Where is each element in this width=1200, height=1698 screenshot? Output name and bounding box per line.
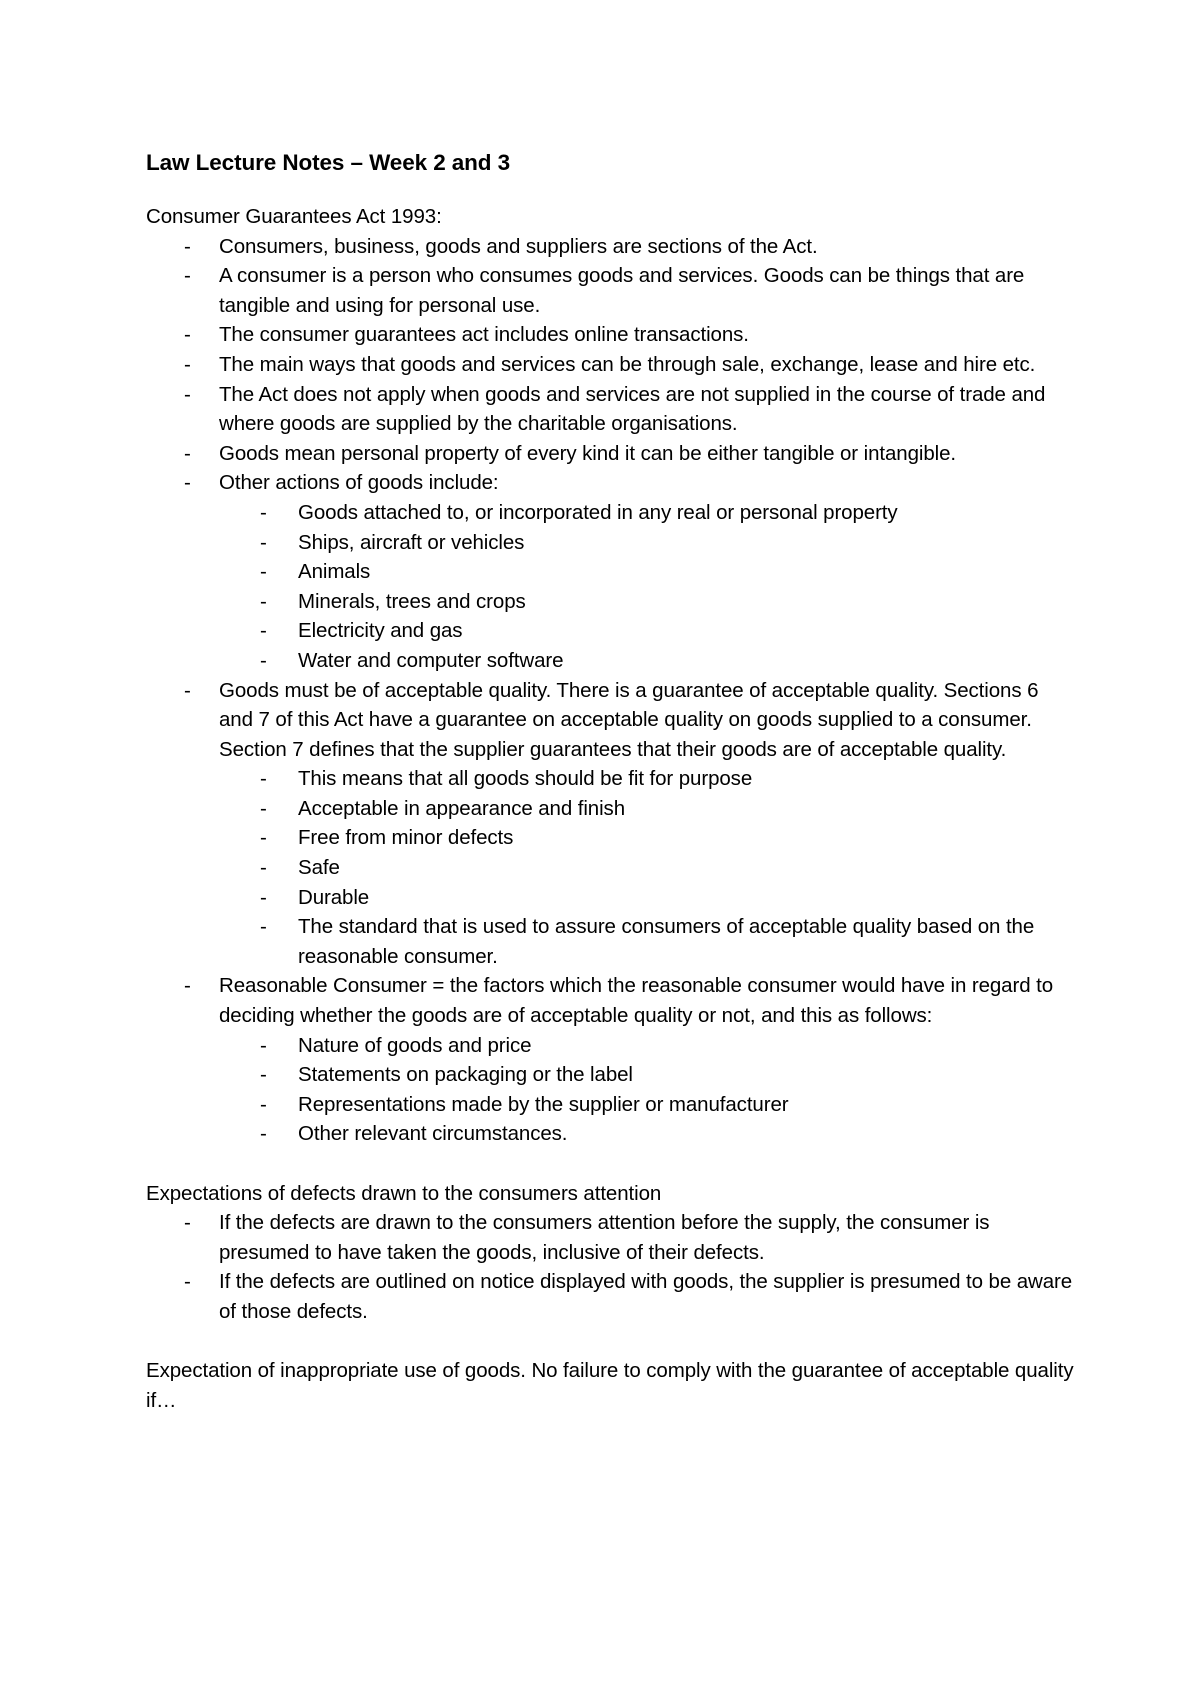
- list-item: - If the defects are drawn to the consumers attention before the supply, the consumer is presumed to have taken the goods, inclusive of their defects.: [146, 1208, 1076, 1267]
- sub-list-item: - Electricity and gas: [219, 616, 1076, 646]
- sub-list-item: - Minerals, trees and crops: [219, 587, 1076, 617]
- sub-list-item: - Other relevant circumstances.: [219, 1119, 1076, 1149]
- bullet-list: [146, 1208, 1076, 1326]
- sub-list-item: - Durable: [219, 883, 1076, 913]
- section-inappropriate-use: [146, 1356, 1076, 1415]
- paragraph-spacer: [146, 1327, 1076, 1357]
- sub-list-item: - This means that all goods should be fit for purpose: [219, 764, 1076, 794]
- list-item: - Consumers, business, goods and suppliers are sections of the Act.: [146, 232, 1076, 262]
- sub-list-item: - The standard that is used to assure consumers of acceptable quality based on the reasonable consumer.: [219, 912, 1076, 971]
- list-item: - A consumer is a person who consumes goods and services. Goods can be things that are tangible and using for personal use.: [146, 261, 1076, 320]
- sub-list-item: - Animals: [219, 557, 1076, 587]
- list-item: - The main ways that goods and services can be through sale, exchange, lease and hire etc.: [146, 350, 1076, 380]
- document-title: Law Lecture Notes – Week 2 and 3: [146, 150, 511, 175]
- sub-list-item: - Ships, aircraft or vehicles: [219, 528, 1076, 558]
- list-item: - Goods mean personal property of every kind it can be either tangible or intangible.: [146, 439, 1076, 469]
- paragraph-spacer: [146, 1149, 1076, 1179]
- sub-list-item: - Safe: [219, 853, 1076, 883]
- sub-list-item: - Free from minor defects: [219, 823, 1076, 853]
- list-item: - Reasonable Consumer = the factors which the reasonable consumer would have in regard to deciding whether the goods are of acceptable quality or not, and this as follows: - Nature of goods and price - Statements on packaging or the label - Representations made by the supplier or manufacturer - Other relevant circumstances.: [146, 971, 1076, 1149]
- sub-list-item: - Nature of goods and price: [219, 1031, 1076, 1061]
- list-item: - The Act does not apply when goods and services are not supplied in the course of trade and where goods are supplied by the charitable organisations.: [146, 380, 1076, 439]
- list-item: - Other actions of goods include: - Goods attached to, or incorporated in any real or personal property - Ships, aircraft or vehicles - Animals - Minerals, trees and crops - Electricity and gas - Water and computer software: [146, 468, 1076, 675]
- list-item: - The consumer guarantees act includes online transactions.: [146, 320, 1076, 350]
- bullet-list: [146, 232, 1076, 1149]
- sub-list-item: - Statements on packaging or the label: [219, 1060, 1076, 1090]
- sub-list-item: - Representations made by the supplier or manufacturer: [219, 1090, 1076, 1120]
- sub-bullet-list: [219, 764, 1076, 971]
- sub-bullet-list: [219, 498, 1076, 676]
- list-item: - If the defects are outlined on notice displayed with goods, the supplier is presumed to be aware of those defects.: [146, 1267, 1076, 1326]
- section-heading: Consumer Guarantees Act 1993:: [146, 205, 442, 228]
- section-consumer-guarantees-act: [146, 202, 1076, 1149]
- sub-list-item: - Goods attached to, or incorporated in any real or personal property: [219, 498, 1076, 528]
- sub-list-item: - Water and computer software: [219, 646, 1076, 676]
- sub-list-item: - Acceptable in appearance and finish: [219, 794, 1076, 824]
- section-expectations-of-defects: [146, 1179, 1076, 1327]
- list-item: - Goods must be of acceptable quality. There is a guarantee of acceptable quality. Sections 6 and 7 of this Act have a guarantee on acceptable quality on goods supplied to a consumer. Section 7 defines that the supplier guarantees that their goods are of acceptable quality. - This means that all goods should be fit for purpose - Acceptable in appearance and finish - Free from minor defects - Safe - Durable - The standard that is used to assure consumers of acceptable quality based on the reasonable consumer.: [146, 676, 1076, 972]
- section-heading: Expectation of inappropriate use of goods. No failure to comply with the guarantee of acceptable quality if…: [146, 1359, 1074, 1412]
- sub-bullet-list: [219, 1031, 1076, 1149]
- section-heading: Expectations of defects drawn to the consumers attention: [146, 1181, 662, 1205]
- document-body: [146, 148, 1076, 1415]
